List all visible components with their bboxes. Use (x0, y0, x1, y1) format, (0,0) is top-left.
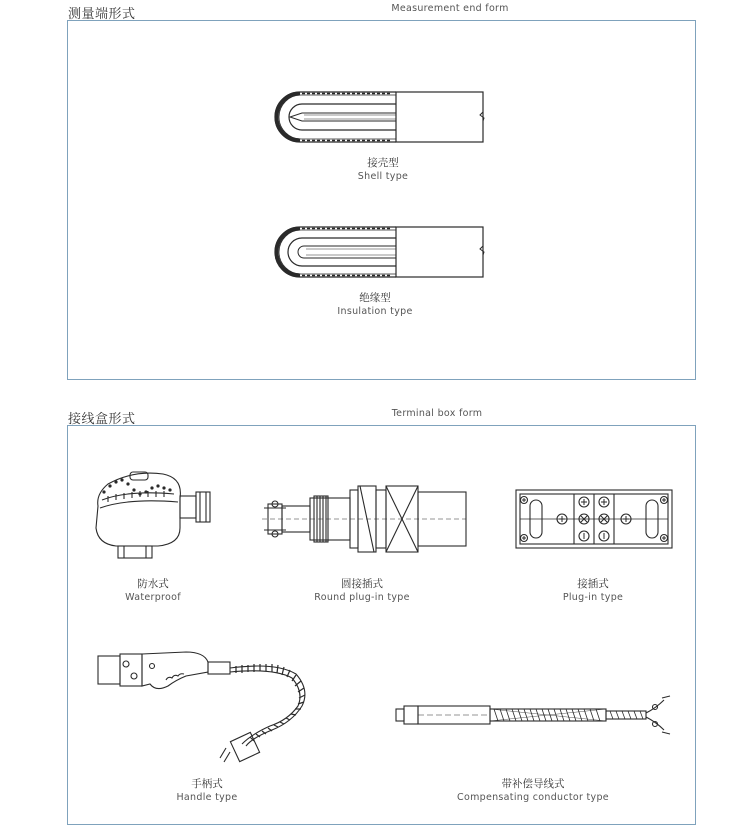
plug-in-connector-icon (514, 486, 674, 552)
compensating-caption (457, 777, 609, 804)
insulation-type-probe-icon (260, 222, 492, 282)
insulation-type-label-en: Insulation type (337, 306, 413, 317)
plug-in-caption (563, 577, 623, 604)
compensating-cable-icon (394, 694, 674, 738)
shell-type-probe-icon (260, 86, 492, 148)
handle-type-label-en: Handle type (176, 792, 238, 803)
shell-type-caption (358, 156, 408, 183)
round-plug-connector-icon (262, 484, 470, 554)
handle-type-caption (176, 777, 237, 804)
measurement-section-subtitle: Measurement end form (391, 3, 509, 14)
round-plug-caption (314, 577, 410, 604)
measurement-section-title: 测量端形式 (68, 7, 136, 22)
waterproof-label-cn: 防水式 (137, 578, 169, 590)
round-plug-label-en: Round plug-in type (314, 592, 410, 603)
waterproof-caption (125, 577, 181, 604)
handle-type-label-cn: 手柄式 (191, 778, 223, 790)
measurement-frame (67, 20, 696, 380)
compensating-label-cn: 带补偿导线式 (501, 778, 565, 790)
shell-type-label-cn: 接壳型 (367, 157, 399, 169)
plug-in-label-en: Plug-in type (562, 592, 624, 603)
insulation-type-label-cn: 绝缘型 (359, 292, 391, 304)
insulation-type-caption (337, 291, 412, 318)
plug-in-label-cn: 接插式 (577, 578, 609, 590)
terminal-section-subtitle: Terminal box form (391, 408, 483, 419)
shell-type-label-en: Shell type (357, 171, 409, 182)
handle-type-probe-icon (96, 646, 316, 764)
waterproof-terminal-box-icon (88, 466, 220, 562)
compensating-label-en: Compensating conductor type (457, 792, 609, 803)
terminal-section-title: 接线盒形式 (68, 412, 136, 427)
round-plug-label-cn: 圆接插式 (341, 578, 383, 590)
waterproof-label-en: Waterproof (125, 592, 181, 603)
